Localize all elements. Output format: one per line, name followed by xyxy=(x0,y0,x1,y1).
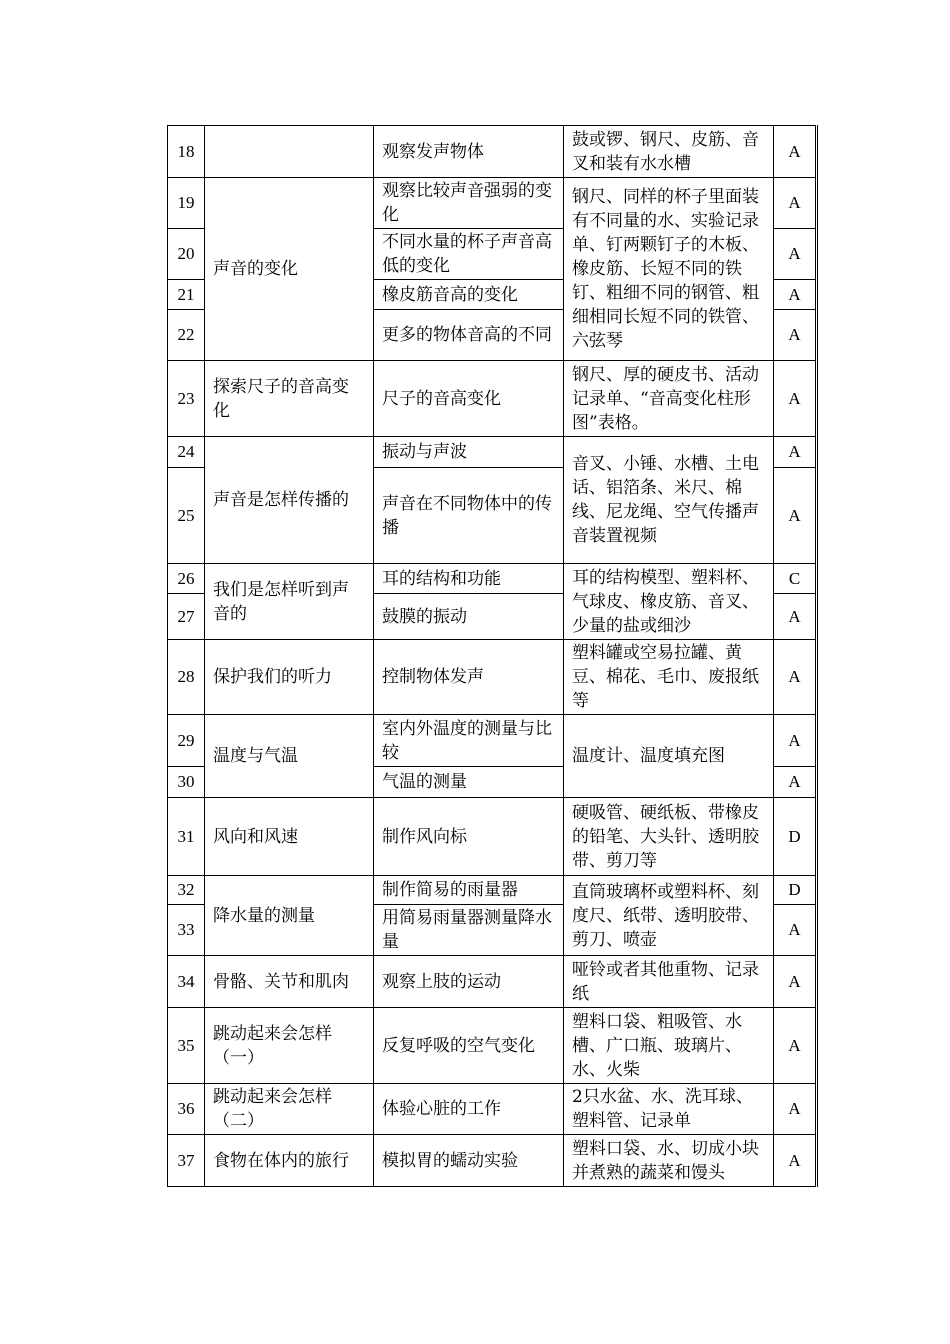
grade-cell: A xyxy=(774,905,817,956)
experiment-cell: 观察比较声音强弱的变化 xyxy=(374,178,564,229)
row-number: 35 xyxy=(168,1008,205,1084)
materials-cell: 塑料口袋、水、切成小块并煮熟的蔬菜和馒头 xyxy=(564,1135,774,1187)
row-number: 19 xyxy=(168,178,205,229)
grade-cell: A xyxy=(774,594,817,640)
grade-cell: A xyxy=(774,767,817,798)
materials-cell: 温度计、温度填充图 xyxy=(564,715,774,798)
row-number: 27 xyxy=(168,594,205,640)
row-number: 18 xyxy=(168,126,205,178)
table-row xyxy=(168,1135,817,1187)
materials-cell: 钢尺、厚的硬皮书、活动记录单、“音高变化柱形图”表格。 xyxy=(564,361,774,437)
row-number: 33 xyxy=(168,905,205,956)
experiment-cell: 用简易雨量器测量降水量 xyxy=(374,905,564,956)
materials-cell: 2只水盆、水、洗耳球、塑料管、记录单 xyxy=(564,1084,774,1135)
table-row xyxy=(168,640,817,715)
materials-cell: 塑料罐或空易拉罐、黄豆、棉花、毛巾、废报纸等 xyxy=(564,640,774,715)
unit-cell: 骨骼、关节和肌肉 xyxy=(205,956,374,1008)
row-number: 37 xyxy=(168,1135,205,1187)
grade-cell: C xyxy=(774,564,817,594)
experiment-cell: 控制物体发声 xyxy=(374,640,564,715)
table-row xyxy=(168,1008,817,1084)
grade-cell: A xyxy=(774,280,817,310)
unit-cell: 保护我们的听力 xyxy=(205,640,374,715)
row-number: 20 xyxy=(168,229,205,280)
grade-cell: A xyxy=(774,640,817,715)
row-number: 28 xyxy=(168,640,205,715)
experiment-cell: 声音在不同物体中的传播 xyxy=(374,468,564,564)
grade-cell: A xyxy=(774,1135,817,1187)
table-row xyxy=(168,876,817,905)
experiment-cell: 更多的物体音高的不同 xyxy=(374,310,564,361)
experiment-cell: 尺子的音高变化 xyxy=(374,361,564,437)
experiment-cell: 鼓膜的振动 xyxy=(374,594,564,640)
grade-cell: A xyxy=(774,437,817,468)
row-number: 24 xyxy=(168,437,205,468)
unit-cell: 降水量的测量 xyxy=(205,876,374,956)
grade-cell: A xyxy=(774,178,817,229)
table-row xyxy=(168,178,817,229)
row-number: 30 xyxy=(168,767,205,798)
table-row xyxy=(168,956,817,1008)
table-row xyxy=(168,126,817,178)
row-number: 25 xyxy=(168,468,205,564)
materials-cell: 塑料口袋、粗吸管、水槽、广口瓶、玻璃片、水、火柴 xyxy=(564,1008,774,1084)
materials-cell: 音叉、小锤、水槽、土电话、铝箔条、米尺、棉线、尼龙绳、空气传播声音装置视频 xyxy=(564,437,774,564)
table-row xyxy=(168,715,817,767)
experiment-cell: 反复呼吸的空气变化 xyxy=(374,1008,564,1084)
row-number: 21 xyxy=(168,280,205,310)
row-number: 36 xyxy=(168,1084,205,1135)
materials-cell: 哑铃或者其他重物、记录纸 xyxy=(564,956,774,1008)
table-row xyxy=(168,564,817,594)
unit-cell xyxy=(205,126,374,178)
grade-cell: D xyxy=(774,798,817,876)
unit-cell: 声音的变化 xyxy=(205,178,374,361)
experiment-cell: 体验心脏的工作 xyxy=(374,1084,564,1135)
materials-cell: 直筒玻璃杯或塑料杯、刻度尺、纸带、透明胶带、剪刀、喷壶 xyxy=(564,876,774,956)
table-row xyxy=(168,437,817,468)
materials-cell: 耳的结构模型、塑料杯、气球皮、橡皮筋、音叉、少量的盐或细沙 xyxy=(564,564,774,640)
experiment-cell: 制作风向标 xyxy=(374,798,564,876)
unit-cell: 探索尺子的音高变化 xyxy=(205,361,374,437)
experiment-cell: 观察发声物体 xyxy=(374,126,564,178)
materials-cell: 硬吸管、硬纸板、带橡皮的铅笔、大头针、透明胶带、剪刀等 xyxy=(564,798,774,876)
unit-cell: 我们是怎样听到声音的 xyxy=(205,564,374,640)
experiment-cell: 室内外温度的测量与比较 xyxy=(374,715,564,767)
grade-cell: A xyxy=(774,956,817,1008)
experiment-cell: 振动与声波 xyxy=(374,437,564,468)
row-number: 32 xyxy=(168,876,205,905)
row-number: 31 xyxy=(168,798,205,876)
row-number: 23 xyxy=(168,361,205,437)
grade-cell: A xyxy=(774,1084,817,1135)
experiment-cell: 不同水量的杯子声音高低的变化 xyxy=(374,229,564,280)
materials-cell: 钢尺、同样的杯子里面装有不同量的水、实验记录单、钉两颗钉子的木板、橡皮筋、长短不同的铁钉、粗细不同的钢管、粗细相同长短不同的铁管、六弦琴 xyxy=(564,178,774,361)
row-number: 26 xyxy=(168,564,205,594)
experiment-table xyxy=(167,125,818,1187)
experiment-cell: 气温的测量 xyxy=(374,767,564,798)
unit-cell: 跳动起来会怎样（一） xyxy=(205,1008,374,1084)
unit-cell: 风向和风速 xyxy=(205,798,374,876)
grade-cell: D xyxy=(774,876,817,905)
unit-cell: 跳动起来会怎样（二） xyxy=(205,1084,374,1135)
unit-cell: 食物在体内的旅行 xyxy=(205,1135,374,1187)
grade-cell: A xyxy=(774,361,817,437)
experiment-cell: 橡皮筋音高的变化 xyxy=(374,280,564,310)
materials-cell: 鼓或锣、钢尺、皮筋、音叉和装有水水槽 xyxy=(564,126,774,178)
experiment-cell: 耳的结构和功能 xyxy=(374,564,564,594)
row-number: 34 xyxy=(168,956,205,1008)
row-number: 29 xyxy=(168,715,205,767)
grade-cell: A xyxy=(774,126,817,178)
unit-cell: 声音是怎样传播的 xyxy=(205,437,374,564)
experiment-cell: 制作简易的雨量器 xyxy=(374,876,564,905)
grade-cell: A xyxy=(774,310,817,361)
grade-cell: A xyxy=(774,468,817,564)
grade-cell: A xyxy=(774,1008,817,1084)
unit-cell: 温度与气温 xyxy=(205,715,374,798)
table-row xyxy=(168,798,817,876)
grade-cell: A xyxy=(774,715,817,767)
table-row xyxy=(168,1084,817,1135)
experiment-cell: 模拟胃的蠕动实验 xyxy=(374,1135,564,1187)
grade-cell: A xyxy=(774,229,817,280)
table-row xyxy=(168,361,817,437)
experiment-cell: 观察上肢的运动 xyxy=(374,956,564,1008)
row-number: 22 xyxy=(168,310,205,361)
